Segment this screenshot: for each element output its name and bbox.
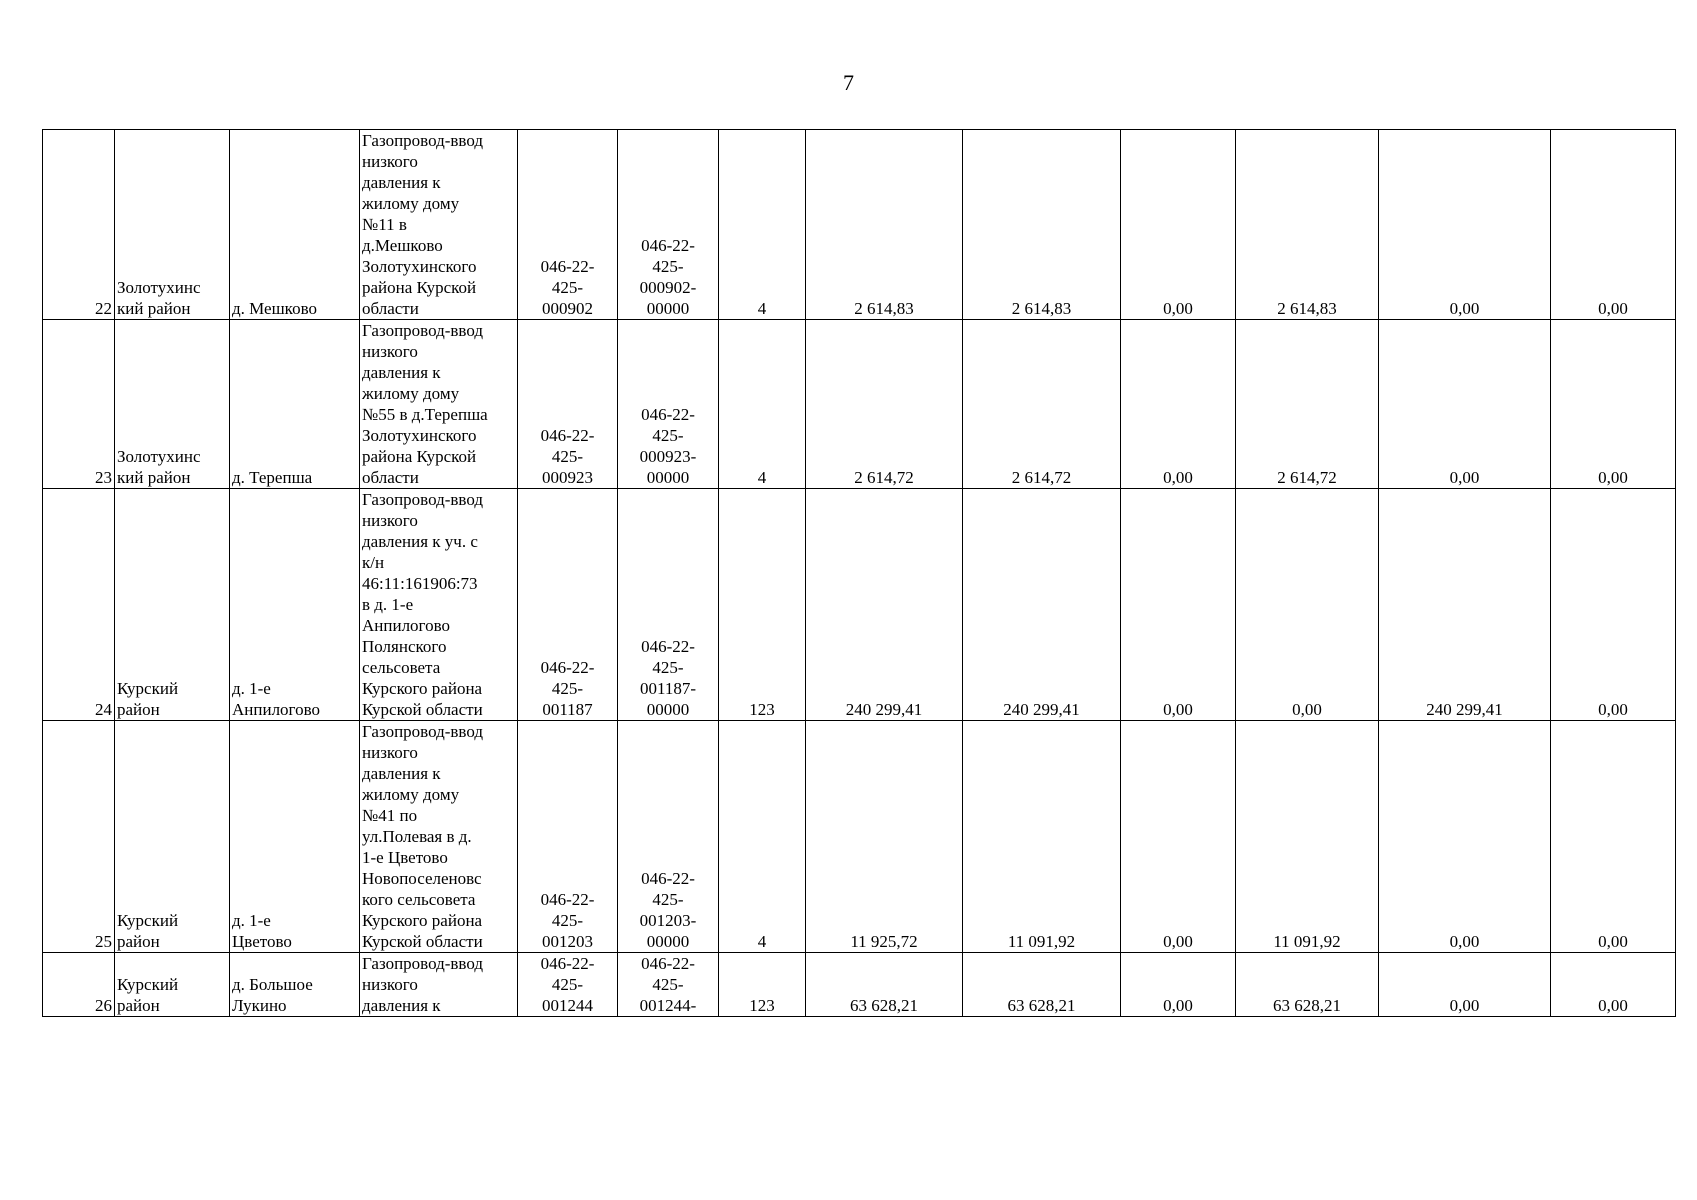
value-cell: 0,00 bbox=[1121, 721, 1236, 953]
value-cell: 63 628,21 bbox=[963, 953, 1121, 1017]
table-row bbox=[43, 130, 1676, 320]
district-cell: Курский район bbox=[115, 721, 230, 953]
value-cell: 0,00 bbox=[1379, 320, 1551, 489]
value-cell: 2 614,83 bbox=[806, 130, 963, 320]
value-cell: 240 299,41 bbox=[1379, 489, 1551, 721]
group-cell: 123 bbox=[719, 489, 806, 721]
value-cell: 240 299,41 bbox=[963, 489, 1121, 721]
table-row bbox=[43, 721, 1676, 953]
district-cell: Курский район bbox=[115, 953, 230, 1017]
object-name-cell: Газопровод-ввод низкого давления к жилому дому №55 в д.Терепша Золотухинского района Курской области bbox=[360, 320, 518, 489]
object-name-cell: Газопровод-ввод низкого давления к уч. с к/н 46:11:161906:73 в д. 1-е Анпилогово Полянского сельсовета Курского района Курской области bbox=[360, 489, 518, 721]
value-cell: 2 614,83 bbox=[1236, 130, 1379, 320]
value-cell: 2 614,83 bbox=[963, 130, 1121, 320]
object-name-cell: Газопровод-ввод низкого давления к жилому дому №11 в д.Мешково Золотухинского района Курской области bbox=[360, 130, 518, 320]
settlement-cell: д. 1-е Анпилогово bbox=[230, 489, 360, 721]
district-cell: Золотухинс кий район bbox=[115, 320, 230, 489]
value-cell: 2 614,72 bbox=[963, 320, 1121, 489]
value-cell: 2 614,72 bbox=[806, 320, 963, 489]
value-cell: 63 628,21 bbox=[806, 953, 963, 1017]
value-cell: 2 614,72 bbox=[1236, 320, 1379, 489]
group-cell: 4 bbox=[719, 320, 806, 489]
inventory-number-cell: 046-22- 425- 001187 bbox=[518, 489, 618, 721]
table-row bbox=[43, 953, 1676, 1017]
object-name-cell: Газопровод-ввод низкого давления к bbox=[360, 953, 518, 1017]
inventory-number-cell: 046-22- 425- 001203 bbox=[518, 721, 618, 953]
district-cell: Курский район bbox=[115, 489, 230, 721]
table-row bbox=[43, 320, 1676, 489]
value-cell: 0,00 bbox=[1551, 130, 1676, 320]
object-code-cell: 046-22- 425- 000902- 00000 bbox=[618, 130, 719, 320]
settlement-cell: д. Большое Лукино bbox=[230, 953, 360, 1017]
settlement-cell: д. Терепша bbox=[230, 320, 360, 489]
page-number: 7 bbox=[843, 70, 854, 95]
value-cell: 0,00 bbox=[1379, 721, 1551, 953]
value-cell: 0,00 bbox=[1121, 953, 1236, 1017]
object-code-cell: 046-22- 425- 001244- bbox=[618, 953, 719, 1017]
object-name-cell: Газопровод-ввод низкого давления к жилому дому №41 по ул.Полевая в д. 1-е Цветово Новопоселеновс кого сельсовета Курского района Курской области bbox=[360, 721, 518, 953]
row-number-cell: 26 bbox=[43, 953, 115, 1017]
value-cell: 240 299,41 bbox=[806, 489, 963, 721]
value-cell: 0,00 bbox=[1121, 320, 1236, 489]
inventory-number-cell: 046-22- 425- 000923 bbox=[518, 320, 618, 489]
value-cell: 11 091,92 bbox=[1236, 721, 1379, 953]
group-cell: 4 bbox=[719, 721, 806, 953]
object-code-cell: 046-22- 425- 001187- 00000 bbox=[618, 489, 719, 721]
group-cell: 4 bbox=[719, 130, 806, 320]
value-cell: 0,00 bbox=[1551, 320, 1676, 489]
inventory-number-cell: 046-22- 425- 000902 bbox=[518, 130, 618, 320]
object-code-cell: 046-22- 425- 000923- 00000 bbox=[618, 320, 719, 489]
value-cell: 0,00 bbox=[1121, 489, 1236, 721]
table-row bbox=[43, 489, 1676, 721]
value-cell: 0,00 bbox=[1379, 953, 1551, 1017]
value-cell: 11 091,92 bbox=[963, 721, 1121, 953]
settlement-cell: д. Мешково bbox=[230, 130, 360, 320]
value-cell: 0,00 bbox=[1121, 130, 1236, 320]
value-cell: 0,00 bbox=[1551, 489, 1676, 721]
settlement-cell: д. 1-е Цветово bbox=[230, 721, 360, 953]
group-cell: 123 bbox=[719, 953, 806, 1017]
object-code-cell: 046-22- 425- 001203- 00000 bbox=[618, 721, 719, 953]
value-cell: 0,00 bbox=[1551, 953, 1676, 1017]
row-number-cell: 22 bbox=[43, 130, 115, 320]
inventory-number-cell: 046-22- 425- 001244 bbox=[518, 953, 618, 1017]
row-number-cell: 24 bbox=[43, 489, 115, 721]
value-cell: 63 628,21 bbox=[1236, 953, 1379, 1017]
value-cell: 0,00 bbox=[1379, 130, 1551, 320]
value-cell: 11 925,72 bbox=[806, 721, 963, 953]
district-cell: Золотухинс кий район bbox=[115, 130, 230, 320]
value-cell: 0,00 bbox=[1236, 489, 1379, 721]
assets-table bbox=[42, 129, 1676, 1017]
row-number-cell: 25 bbox=[43, 721, 115, 953]
row-number-cell: 23 bbox=[43, 320, 115, 489]
value-cell: 0,00 bbox=[1551, 721, 1676, 953]
